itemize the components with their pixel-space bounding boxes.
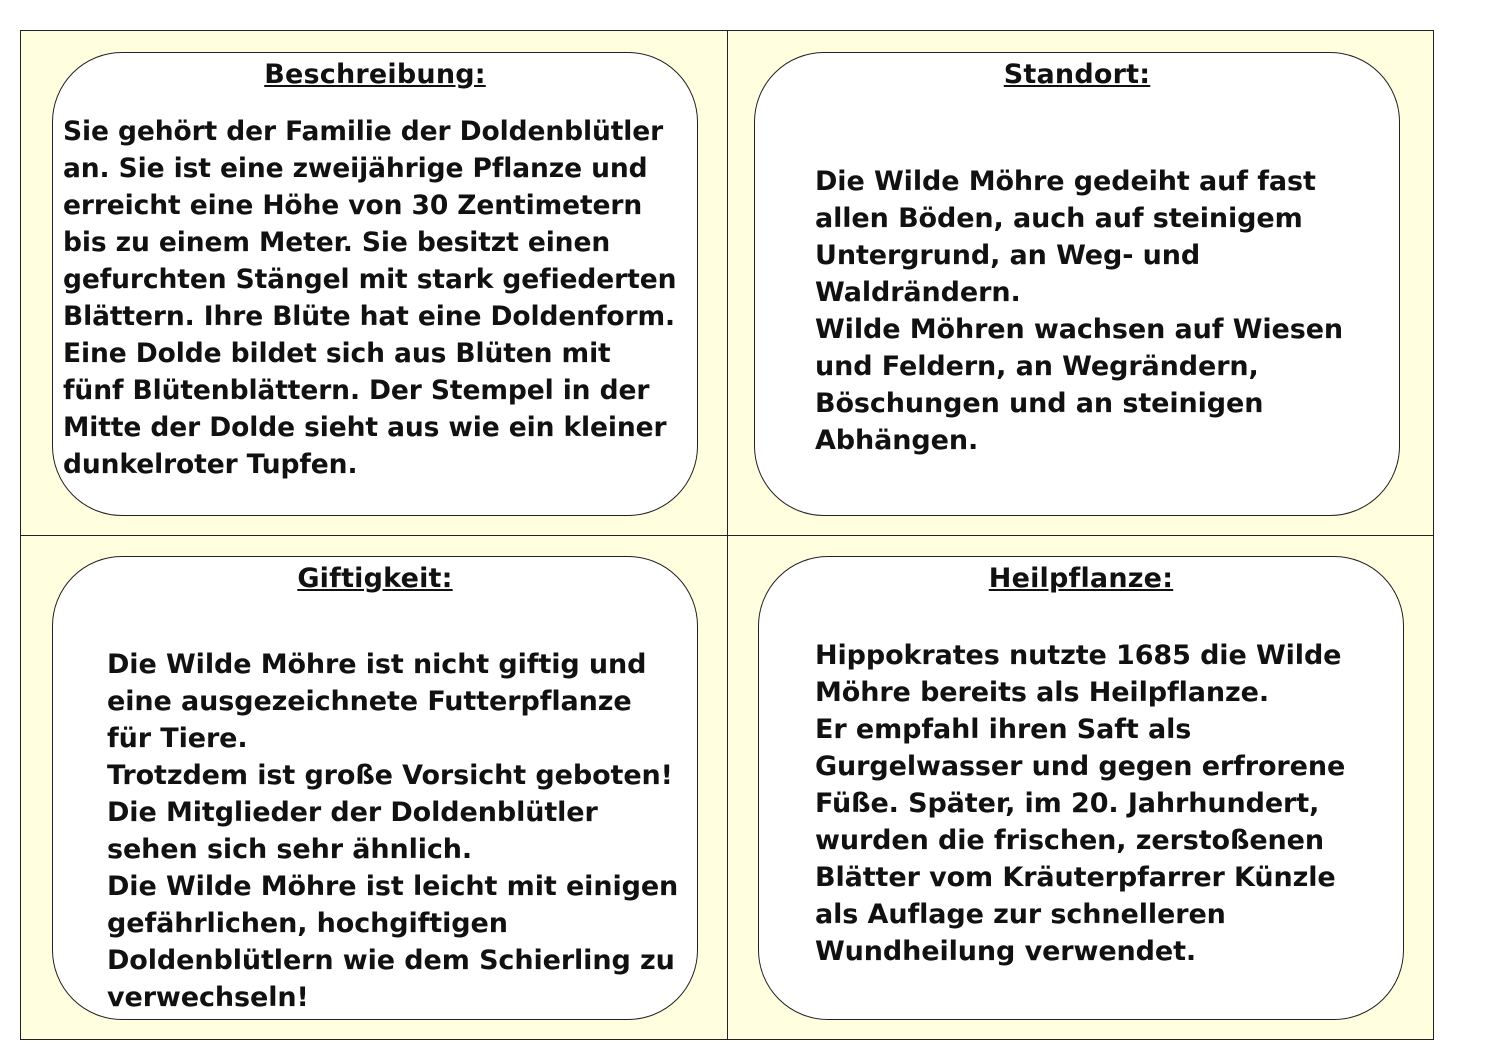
card-heilpflanze [758, 556, 1404, 1020]
card-beschreibung-title: Beschreibung: [264, 59, 486, 90]
card-beschreibung-text: Sie gehört der Familie der Doldenblütler an. Sie ist eine zweijährige Pflanze und erreicht eine Höhe von 30 Zentimetern bis zu einem Meter. Sie besitzt einen gefurchten Stängel mit stark gefiederten Blättern. Ihre Blüte hat eine Doldenform. Eine Dolde bildet sich aus Blüten mit fünf Blütenblättern. Der Stempel in der Mitte der Dolde sieht aus wie ein kleiner dunkelroter Tupfen. [63, 116, 677, 480]
card-beschreibung [52, 52, 698, 516]
card-standort [754, 52, 1400, 516]
horizontal-cut-line [21, 535, 1433, 536]
card-giftigkeit [52, 556, 698, 1020]
card-standort-title: Standort: [1003, 59, 1151, 90]
card-giftigkeit-title: Giftigkeit: [297, 563, 453, 594]
card-heilpflanze-text: Hippokrates nutzte 1685 die Wilde Möhre bereits als Heilpflanze. Er empfahl ihren Saft als Gurgelwasser und gegen erfrorene Füße. Später, im 20. Jahrhundert, wurden die frischen, zerstoßenen Blätter vom Kräuterpfarrer Künzle als Auflage zur schnelleren Wundheilung verwendet. [815, 640, 1346, 967]
card-heilpflanze-title: Heilpflanze: [988, 563, 1174, 594]
card-standort-text: Die Wilde Möhre gedeiht auf fast allen Böden, auch auf steinigem Untergrund, an Weg- und Waldrändern. Wilde Möhren wachsen auf Wiesen und Feldern, an Wegrändern, Böschungen und an steinigen Abhängen. [815, 166, 1344, 456]
worksheet-page [20, 30, 1434, 1040]
card-giftigkeit-text: Die Wilde Möhre ist nicht giftig und eine ausgezeichnete Futterpflanze für Tiere. Trotzdem ist große Vorsicht geboten! Die Mitglieder der Doldenblütler sehen sich sehr ähnlich. Die Wilde Möhre ist leicht mit einigen gefährlichen, hochgiftigen Doldenblütlern wie dem Schierling zu verwechseln! [107, 649, 679, 1013]
